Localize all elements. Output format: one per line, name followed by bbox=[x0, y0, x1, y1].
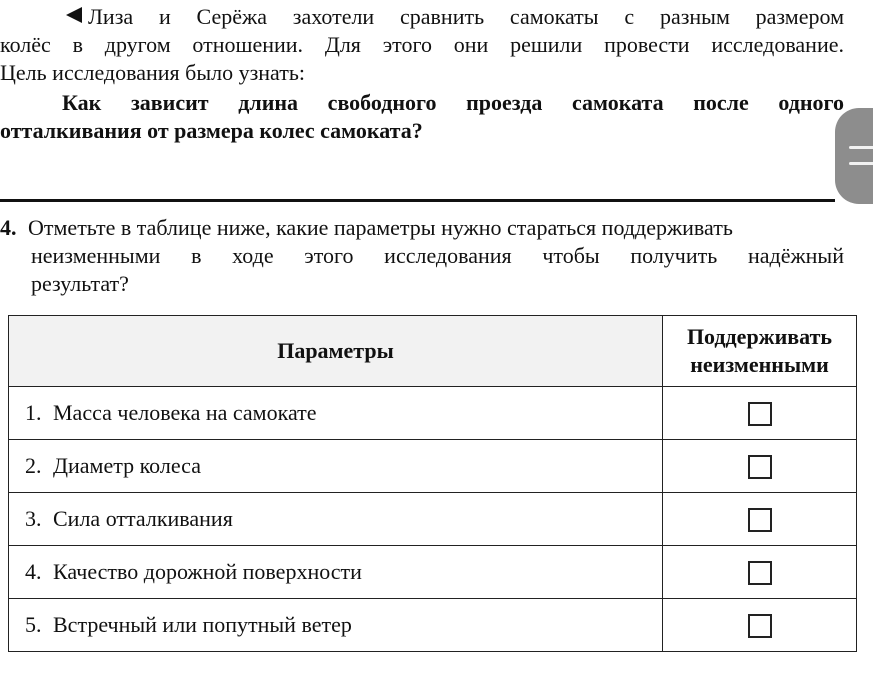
checkbox[interactable] bbox=[748, 561, 772, 585]
row-label: 3. Сила отталкивания bbox=[9, 493, 663, 546]
table-row bbox=[9, 440, 857, 493]
row-label: 5. Встречный или попутный ветер bbox=[9, 599, 663, 652]
back-triangle-icon[interactable] bbox=[66, 7, 82, 23]
checkbox[interactable] bbox=[748, 402, 772, 426]
row-checkbox-cell bbox=[663, 546, 857, 599]
menu-line bbox=[849, 146, 873, 149]
table-row bbox=[9, 387, 857, 440]
question-line-3: результат? bbox=[31, 271, 129, 296]
checkbox[interactable] bbox=[748, 455, 772, 479]
parameters-table bbox=[8, 315, 857, 652]
intro-line-1: Лиза и Серёжа захотели сравнить самокаты с разным размером bbox=[66, 3, 844, 31]
checkbox[interactable] bbox=[748, 508, 772, 532]
table-row bbox=[9, 546, 857, 599]
checkbox[interactable] bbox=[748, 614, 772, 638]
row-label: 4. Качество дорожной поверхности bbox=[9, 546, 663, 599]
intro-line-2: колёс в другом отношении. Для этого они решили провести исследование. bbox=[0, 32, 844, 57]
col-keep-header: Поддерживать неизменными bbox=[663, 316, 857, 387]
goal-line-2: отталкивания от размера колес самоката? bbox=[0, 118, 423, 143]
table-header-row bbox=[9, 316, 857, 387]
row-checkbox-cell bbox=[663, 440, 857, 493]
question-line-1: 4. Отметьте в таблице ниже, какие параметры нужно стараться поддерживать bbox=[0, 215, 733, 240]
question-number: 4. bbox=[0, 215, 17, 240]
divider bbox=[0, 199, 835, 202]
table-row bbox=[9, 599, 857, 652]
intro-line-3: Цель исследования было узнать: bbox=[0, 60, 306, 85]
row-label: 1. Масса человека на самокате bbox=[9, 387, 663, 440]
menu-tab-icon[interactable] bbox=[835, 108, 873, 204]
row-checkbox-cell bbox=[663, 599, 857, 652]
goal-line-1: Как зависит длина свободного проезда самоката после одного bbox=[62, 90, 844, 115]
menu-line bbox=[849, 162, 873, 165]
row-label: 2. Диаметр колеса bbox=[9, 440, 663, 493]
question-line-2: неизменными в ходе этого исследования чтобы получить надёжный bbox=[31, 243, 844, 268]
col-params-header: Параметры bbox=[9, 316, 663, 387]
row-checkbox-cell bbox=[663, 387, 857, 440]
table-row bbox=[9, 493, 857, 546]
row-checkbox-cell bbox=[663, 493, 857, 546]
